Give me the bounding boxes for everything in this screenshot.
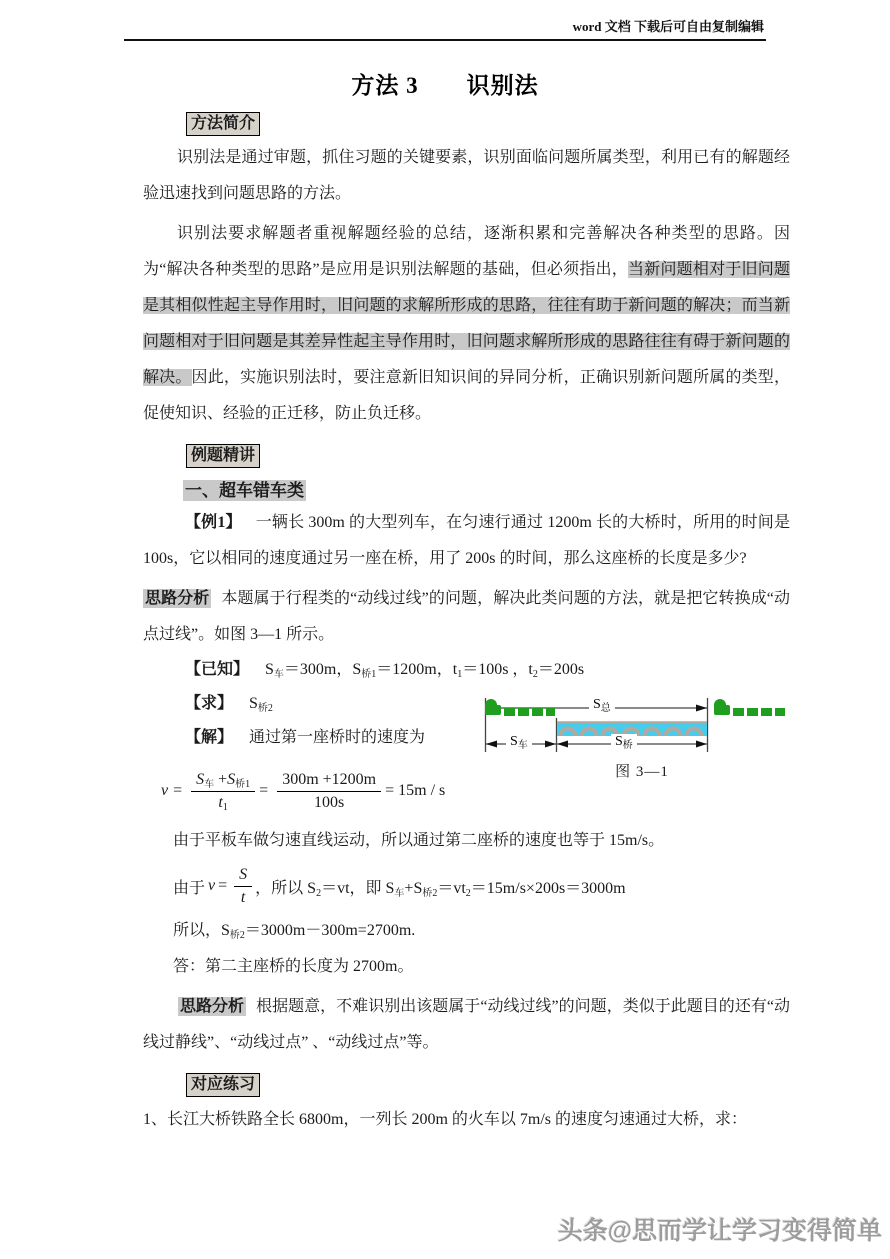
analysis-1-text: 本题属于行程类的“动线过线”的问题，解决此类问题的方法，就是把它转换成“动点过线”。如图 3—1 所示。 <box>143 590 790 643</box>
category-heading <box>183 476 790 501</box>
page-title: 方法 3 识别法 <box>351 73 539 98</box>
intro-paragraph-2 <box>143 216 790 432</box>
section-label-method-intro: 方法简介 <box>186 112 260 136</box>
intro-paragraph-2-post: 因此，实施识别法时，要注意新旧知识间的异同分析，正确识别新问题所属的类型，促使知识、经验的正迁移，防止负迁移。 <box>143 369 790 422</box>
watermark-text: 头条@思而学让学习变得简单 <box>557 1217 882 1245</box>
fraction-s-over-t <box>234 865 252 908</box>
intro-paragraph-1: 识别法是通过审题，抓住习题的关键要素，识别面临问题所属类型，利用已有的解题经验迅速找到问题思路的方法。 <box>143 149 790 202</box>
line2-var-v: v <box>208 877 216 894</box>
figure-label-s-total: $S_总$ <box>589 697 615 713</box>
find-value: $S_{桥2}$ <box>249 695 273 714</box>
fraction-denominator: 100s <box>314 793 345 811</box>
known-line <box>185 653 790 687</box>
equals-sign: = <box>173 782 183 799</box>
intro-paragraph-2-highlight: 当新问题相对于旧问题是其相似性起主导作用时，旧问题的求解所形成的思路，往往有助于新问题的解决；而当新问题相对于旧问题是其差异性起主导作用时，旧问题求解所形成的思路往往有碍于新问题的解决。 <box>143 261 790 386</box>
equals-sign: = <box>218 877 228 894</box>
section-label-examples: 例题精讲 <box>186 444 260 468</box>
train-right-icon <box>714 699 785 716</box>
subtraction-line: 所以，$S_{桥2}=3000m-300m=2700m$. <box>173 922 416 941</box>
known-label: 【已知】 <box>185 661 250 678</box>
fraction-numerator: S <box>234 865 252 887</box>
equals-sign: = <box>259 782 269 799</box>
fraction-numerator: $S_车 +S_{桥1}$ <box>191 770 255 792</box>
figure-label-s-bridge: $S_桥$ <box>611 734 637 750</box>
figure-label-s-train: $S_车$ <box>506 734 532 750</box>
analysis-2-paragraph <box>143 989 790 1061</box>
formula-var-v: v <box>161 782 169 799</box>
figure-caption: 图 3—1 <box>615 764 669 780</box>
fraction-denominator: $t_1$ <box>218 793 228 813</box>
fraction-denominator: t <box>240 888 246 906</box>
line2-pre: 由于 <box>173 879 206 897</box>
solve-text: 通过第一座桥时的速度为 <box>249 729 426 746</box>
answer-line: 答：第二主座桥的长度为 2700m。 <box>173 958 414 975</box>
figure-diagram-wrap <box>481 694 803 756</box>
intro-paragraph-2-pre: 识别法要求解题者重视解题经验的总结，逐渐积累和完善解决各种类型的思路。因为“解决各种类型的思路”是应用是识别法解题的基础，但必须指出， <box>143 225 790 278</box>
line2-rest: ，所以 $S_2=vt$，即 $S_车+S_{桥2}=vt_2=15m/s\times 200s=3000m$ <box>255 879 626 899</box>
section-label-practice: 对应练习 <box>186 1073 260 1097</box>
practice-item-1: 1、长江大桥铁路全长 6800m，一列长 200m 的火车以 7m/s 的速度匀速通过大桥，求： <box>143 1111 748 1128</box>
header-note: word 文档 下载后可自由复制编辑 <box>572 19 764 34</box>
known-values: $S_车=300m$，$S_{桥1}=1200m$，$t_1=100s$ ，$t_2=200s$ <box>265 661 585 680</box>
category-heading-text: 一、超车错车类 <box>185 481 304 500</box>
fraction-numeric <box>277 770 381 813</box>
solve-label: 【解】 <box>185 729 234 746</box>
analysis-1-label: 思路分析 <box>145 590 210 607</box>
figure-3-1 <box>481 694 803 781</box>
fraction-symbolic <box>191 770 255 813</box>
formula-result: = 15m / s <box>385 782 446 799</box>
vt-formula-line <box>173 863 790 909</box>
analysis-2-label: 思路分析 <box>180 998 245 1015</box>
analysis-2-text: 根据题意，不难识别出该题属于“动线过线”的问题，类似于此题目的还有“动线过静线”、“动线过点” 、“动线过点”等。 <box>143 998 790 1051</box>
find-label: 【求】 <box>185 695 234 712</box>
uniform-motion-line: 由于平板车做匀速直线运动，所以通过第二座桥的速度也等于 15m/s。 <box>173 832 665 849</box>
fraction-numerator: 300m +1200m <box>277 770 381 792</box>
example-1-text: 一辆长 300m 的大型列车，在匀速行通过 1200m 长的大桥时，所用的时间是100s，它以相同的速度通过另一座在桥，用了 200s 的时间，那么这座桥的长度是多少? <box>143 514 790 567</box>
document-body <box>143 100 790 1137</box>
example-1-label: 【例1】 <box>185 514 242 531</box>
example-1-paragraph <box>143 505 790 577</box>
header-rule <box>124 39 766 41</box>
analysis-1-paragraph <box>143 581 790 653</box>
